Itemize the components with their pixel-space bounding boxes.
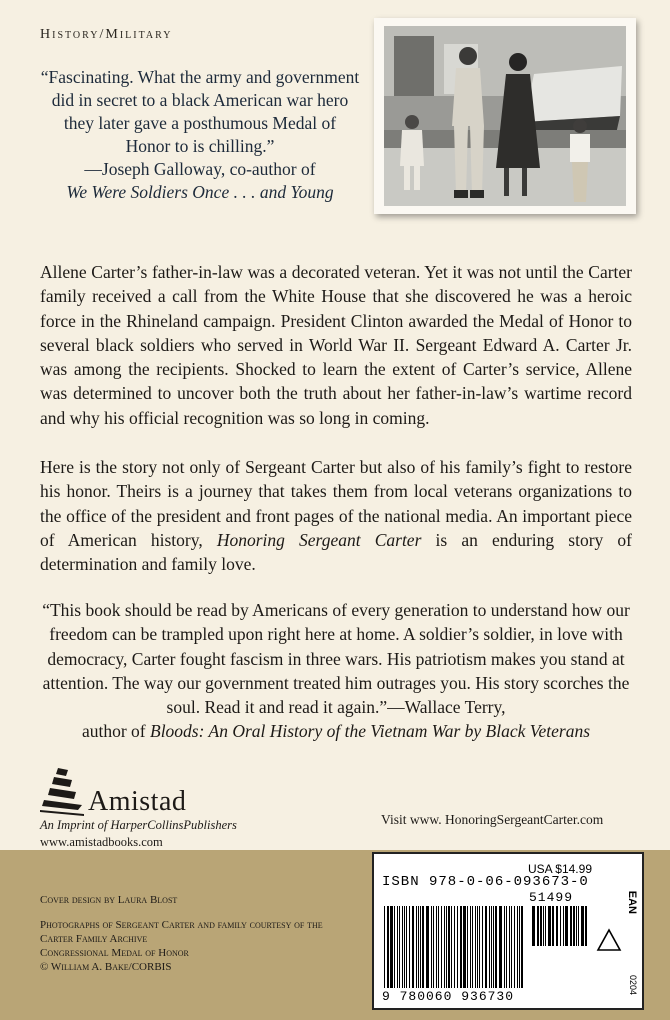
- ean-label: EAN: [626, 890, 638, 914]
- p2-text-2: is an enduring story of determination and family love.: [40, 529, 632, 575]
- barcode-bar: [394, 906, 395, 988]
- barcode-bar: [412, 906, 414, 988]
- barcode-bar: [472, 906, 473, 988]
- barcode-bar: [457, 906, 458, 988]
- ship-logo-icon: [40, 768, 84, 816]
- barcode-bar: [475, 906, 476, 988]
- bottom-quote-attr-prefix: author of: [81, 721, 150, 742]
- category-label: History/Military: [40, 27, 173, 42]
- ean-barcode: [384, 906, 524, 988]
- ean-number: 9 780060 936730: [382, 989, 515, 1004]
- barcode-bar: [448, 906, 450, 988]
- price-code: 51499: [529, 890, 574, 905]
- barcode-bar: [426, 906, 429, 988]
- barcode-bar: [545, 906, 546, 946]
- barcode-bar: [399, 906, 400, 988]
- barcode-bar: [576, 906, 577, 946]
- barcode-bar: [418, 906, 419, 988]
- barcode-bar: [387, 906, 389, 988]
- isbn-label: ISBN 978-0-06-093673-0: [382, 874, 589, 890]
- top-quote-text: “Fascinating. What the army and government did in secret to a black American war hero they later gave a posthumous Medal of Honor to is chilling.”: [40, 67, 360, 156]
- medal-credit-line-2: © William A. Bake/CORBIS: [40, 961, 172, 973]
- bottom-quote: [40, 598, 632, 744]
- barcode-bar: [506, 906, 507, 988]
- bottom-quote-text: “This book should be read by Americans of every generation to understand how our freedom can be trampled upon right here at home. A soldier’s soldier, in love with democracy, Carter fought fascism in three wars. His patriotism makes you stand at attention. The way our government treated him outrages you. His story scorches the soul. Read it and read it again.”—Wallace Terry,: [42, 600, 630, 718]
- p2-text-1: Here is the story not only of Sergeant Carter but also of his family’s fight to restore his honor. Theirs is a journey that takes them from local veterans organizations to the office of the president and front pages of the national media. An important piece of American history,: [40, 457, 632, 550]
- barcode-bar: [548, 906, 551, 946]
- barcode-bar: [431, 906, 432, 988]
- barcode-bar: [556, 906, 558, 946]
- barcode-bar: [495, 906, 497, 988]
- barcode-bar: [563, 906, 564, 946]
- barcode-bar: [540, 906, 542, 946]
- barcode-bar: [509, 906, 510, 988]
- imprint-prefix: An Imprint of HarperCollins: [40, 818, 184, 832]
- barcode-bar: [422, 906, 424, 988]
- description-paragraph-1: Allene Carter’s father-in-law was a decorated veteran. Yet it was not until the Carter family received a call from the White House that she discovered he was a heroic force in the Rhineland campaign. President Clinton awarded the Medal of Honor to several black soldiers who served in World War II. Sergeant Edward A. Carter Jr. was among the recipients. Shocked to learn the extent of Carter’s service, Allene was determined to uncover both the truth about her father-in-law’s wartime record and why his official recognition was so long in coming.: [40, 262, 632, 428]
- barcode-bar: [477, 906, 478, 988]
- barcode-bar: [406, 906, 407, 988]
- barcode-bar: [499, 906, 502, 988]
- barcode-bar: [537, 906, 539, 946]
- barcode-bar: [438, 906, 439, 988]
- imprint-suffix: Publishers: [183, 818, 237, 832]
- publisher-name: Amistad: [88, 786, 187, 817]
- barcode-bar: [578, 906, 579, 946]
- publisher-imprint: [40, 818, 237, 833]
- barcode-bar: [521, 906, 523, 988]
- barcode-bar: [543, 906, 544, 946]
- barcode-bar: [451, 906, 452, 988]
- barcode-bar: [493, 906, 494, 988]
- barcode-bar: [479, 906, 480, 988]
- barcode-bar: [570, 906, 572, 946]
- top-quote-book: We Were Soldiers Once . . . and Young: [66, 182, 334, 202]
- publisher-website[interactable]: www.amistadbooks.com: [40, 835, 163, 849]
- barcode-bar: [467, 906, 468, 988]
- barcode-bar: [454, 906, 455, 988]
- barcode-bar: [552, 906, 554, 946]
- barcode-bar: [436, 906, 437, 988]
- print-code: 0204: [627, 974, 638, 996]
- medal-credit: [40, 946, 340, 974]
- book-website[interactable]: Visit www. HonoringSergeantCarter.com: [381, 812, 604, 827]
- barcode-bar: [491, 906, 492, 988]
- family-photo-icon: [384, 26, 626, 206]
- barcode-bar: [560, 906, 561, 946]
- barcode-bar: [444, 906, 445, 988]
- barcode-bar: [433, 906, 434, 988]
- barcode-bar: [463, 906, 466, 988]
- barcode-bar: [404, 906, 405, 988]
- barcode-bar: [585, 906, 587, 946]
- barcode-bar: [384, 906, 385, 988]
- barcode-bar: [504, 906, 505, 988]
- barcode-bar: [390, 906, 393, 988]
- barcode-bar: [532, 906, 535, 946]
- triangle-icon: [596, 928, 622, 952]
- barcode-bar: [420, 906, 421, 988]
- barcode-bar: [397, 906, 398, 988]
- barcode-bar: [416, 906, 417, 988]
- p2-book-title: Honoring Sergeant Carter: [216, 529, 422, 550]
- barcode-bar: [565, 906, 568, 946]
- bottom-quote-book: Bloods: An Oral History of the Vietnam War by Black Veterans: [150, 721, 591, 742]
- family-photo: [374, 18, 636, 214]
- barcode-panel: [372, 852, 644, 1010]
- barcode-bar: [409, 906, 410, 988]
- barcode-bar: [514, 906, 515, 988]
- barcode-bar: [517, 906, 518, 988]
- top-quote-attribution: —Joseph Galloway, co-author of: [84, 159, 316, 179]
- barcode-bar: [485, 906, 487, 988]
- barcode-bar: [446, 906, 447, 988]
- barcode-bar: [402, 906, 403, 988]
- barcode-bar: [460, 906, 462, 988]
- medal-credit-line-1: Congressional Medal of Honor: [40, 947, 189, 959]
- cover-credit: Cover design by Laura Blost: [40, 894, 178, 906]
- barcode-bar: [441, 906, 442, 988]
- barcode-bar: [581, 906, 584, 946]
- price-barcode: [532, 906, 588, 946]
- barcode-bar: [511, 906, 512, 988]
- price-label: USA $14.99: [527, 862, 592, 876]
- barcode-bar: [573, 906, 575, 946]
- barcode-bar: [470, 906, 471, 988]
- top-quote: [40, 66, 360, 204]
- description-paragraph-2: [40, 455, 632, 576]
- barcode-bar: [519, 906, 520, 988]
- barcode-bar: [489, 906, 490, 988]
- barcode-bar: [482, 906, 483, 988]
- photo-credit: Photographs of Sergeant Carter and family courtesy of the Carter Family Archive: [40, 919, 323, 945]
